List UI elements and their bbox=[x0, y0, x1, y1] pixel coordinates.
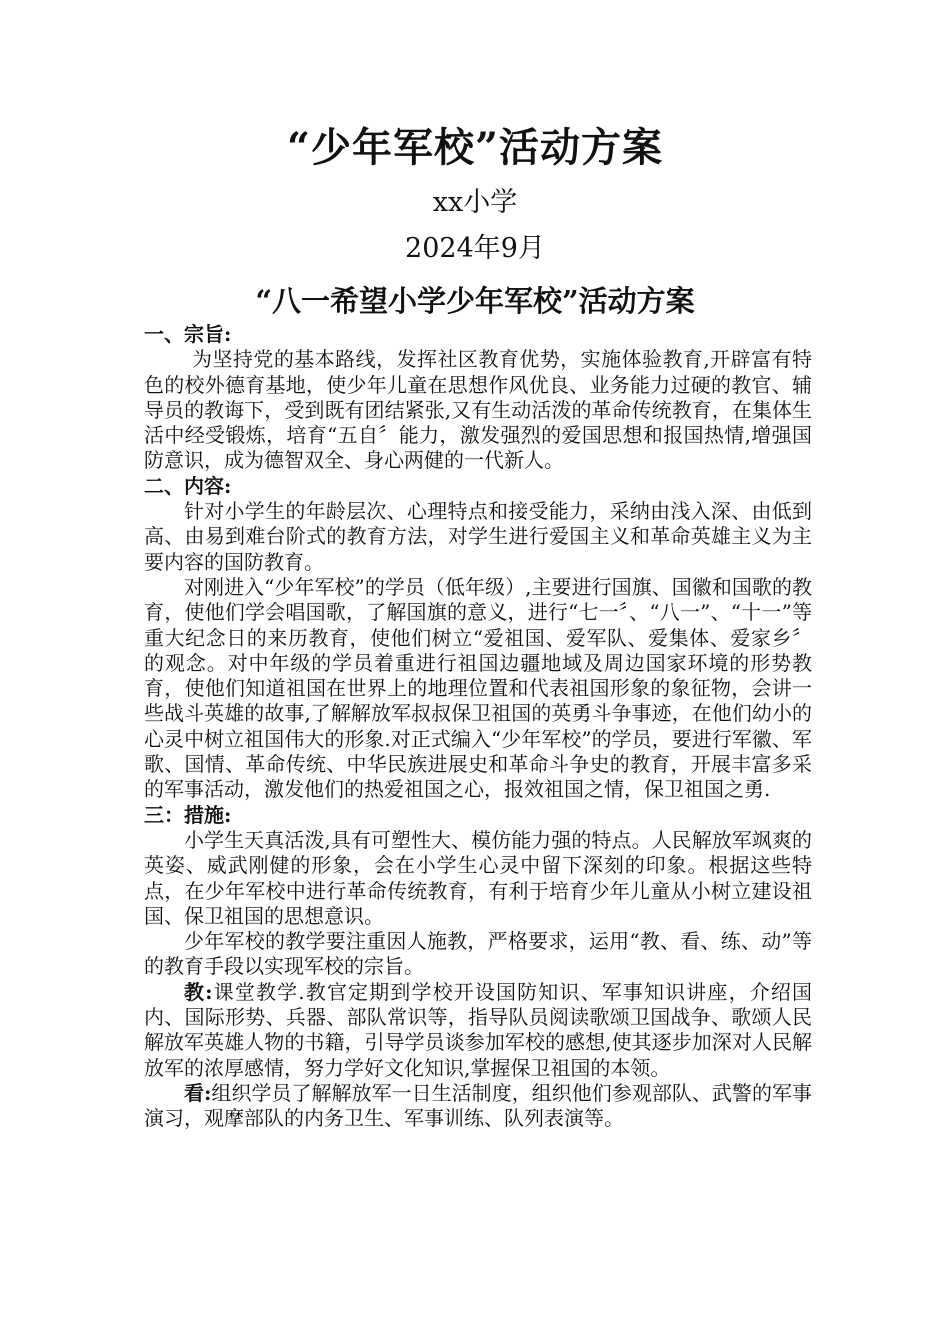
section-heading-measures: 三：措施: bbox=[144, 802, 232, 827]
paragraph-measures-2: 少年军校的教学要注重因人施教，严格要求，运用“教、看、练、动”等的教育手段以实现军校的宗旨。 bbox=[144, 929, 812, 979]
paragraph-content-2: 对刚进入“少年军校”的学员（低年级）,主要进行国旗、国徽和国歌的教育，使他们学会唱国歌，了解国旗的意义，进行“七一〞、“八一”、“十一”等重大纪念日的来历教育，使他们树立“爱祖国、爱军队、爱集体、爱家乡〞的观念。对中年级的学员着重进行祖国边疆地域及周边国家环境的形势教育，使他们知道祖国在世界上的地理位置和代表祖国形象的象征物，会讲一些战斗英雄的故事,了解解放军叔叔保卫祖国的英勇斗争事迹，在他们幼小的心灵中树立祖国伟大的形象.对正式编入“少年军校”的学员，要进行军徽、军歌、国情、革命传统、中华民族进展史和革命斗争史的教育，开展丰富多采的军事活动，激发他们的热爱祖国之心，报效祖国之情，保卫祖国之勇. bbox=[144, 574, 812, 802]
plan-title: “八一希望小学少年军校”活动方案 bbox=[255, 284, 695, 318]
paragraph-purpose: 为坚持党的基本路线，发挥社区教育优势，实施体验教育,开辟富有特色的校外德育基地，使少年儿童在思想作风优良、业务能力过硬的教官、辅导员的教诲下，受到既有团结紧张,又有生动活泼的革命传统教育，在集体生活中经受锻炼，培育“五自〞能力，激发强烈的爱国思想和报国热情,增强国防意识，成为德智双全、身心两健的一代新人。 bbox=[144, 347, 812, 473]
document-title: “少年军校”活动方案 bbox=[286, 124, 663, 171]
paragraph-content-1: 针对小学生的年龄层次、心理特点和接受能力，采纳由浅入深、由低到高、由易到难台阶式的教育方法，对学生进行爱国主义和革命英雄主义为主要内容的国防教育。 bbox=[144, 499, 812, 574]
watch-text: 组织学员了解解放军一日生活制度，组织他们参观部队、武警的军事演习，观摩部队的内务卫生、军事训练、队列表演等。 bbox=[144, 1080, 812, 1131]
document-date: 2024年9月 bbox=[405, 233, 545, 264]
section-heading-content: 二、内容: bbox=[144, 473, 232, 498]
school-name: xx小学 bbox=[432, 187, 518, 218]
teach-label: 教: bbox=[184, 979, 213, 1004]
paragraph-measures-1: 小学生天真活泼,具有可塑性大、模仿能力强的特点。人民解放军飒爽的英姿、威武刚健的形象，会在小学生心灵中留下深刻的印象。根据这些特点，在少年军校中进行革命传统教育，有利于培育少年儿童从小树立建设祖国、保卫祖国的思想意识。 bbox=[144, 827, 812, 928]
paragraph-watch bbox=[144, 1081, 812, 1132]
watch-label: 看: bbox=[184, 1080, 212, 1105]
teach-text: 课堂教学.教官定期到学校开设国防知识、军事知识讲座，介绍国内、国际形势、兵器、部队常识等，指导队员阅读歌颂卫国战争、歌颂人民解放军英雄人物的书籍，引导学员谈参加军校的感想,使其逐步加深对人民解放军的浓厚感情，努力学好文化知识,掌握保卫祖国的本领。 bbox=[144, 979, 812, 1080]
paragraph-teach bbox=[144, 980, 812, 1081]
document-body bbox=[144, 322, 812, 1132]
section-heading-purpose: 一、宗旨: bbox=[144, 322, 232, 346]
